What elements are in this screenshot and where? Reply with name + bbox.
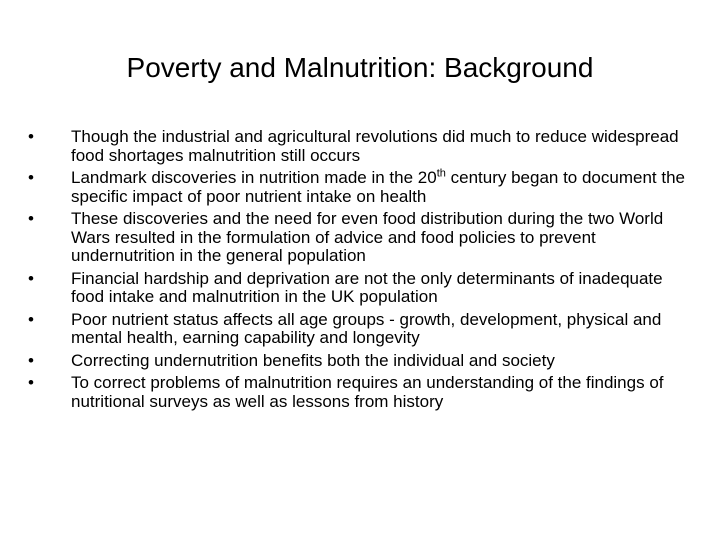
bullet-dot-icon: •	[28, 268, 34, 288]
bullet-text: Though the industrial and agricultural revolutions did much to reduce widespread food shortages malnutrition still occurs	[71, 127, 679, 165]
bullet-text: Correcting undernutrition benefits both the individual and society	[71, 350, 555, 370]
bullet-item	[28, 128, 690, 165]
bullet-text-part: century began to document the specific impact of poor nutrient intake on health	[71, 168, 685, 206]
slide-title: Poverty and Malnutrition: Background	[126, 52, 594, 83]
bullet-item	[28, 210, 690, 266]
bullet-text: These discoveries and the need for even food distribution during the two World Wars resulted in the formulation of advice and food policies to prevent undernutrition in the general population	[71, 209, 664, 265]
bullet-item	[28, 352, 690, 371]
bullet-list	[28, 128, 690, 415]
bullet-text: Poor nutrient status affects all age groups - growth, development, physical and mental health, earning capability and longevity	[71, 309, 662, 347]
bullet-text: To correct problems of malnutrition requires an understanding of the findings of nutritional surveys as well as lessons from history	[71, 373, 664, 411]
bullet-dot-icon: •	[28, 209, 34, 228]
bullet-dot-icon: •	[28, 127, 34, 146]
bullet-item	[28, 270, 690, 307]
bullet-dot-icon: •	[28, 350, 34, 370]
bullet-item	[28, 311, 690, 348]
bullet-dot-icon: •	[28, 309, 34, 329]
bullet-superscript: th	[436, 167, 446, 180]
bullet-dot-icon: •	[28, 168, 34, 187]
bullet-text: Financial hardship and deprivation are not the only determinants of inadequate food intake and malnutrition in the UK population	[71, 268, 663, 306]
bullet-text-part: Landmark discoveries in nutrition made in the 20	[71, 168, 437, 187]
bullet-item	[28, 169, 690, 206]
bullet-item	[28, 374, 690, 411]
bullet-dot-icon: •	[28, 373, 34, 392]
